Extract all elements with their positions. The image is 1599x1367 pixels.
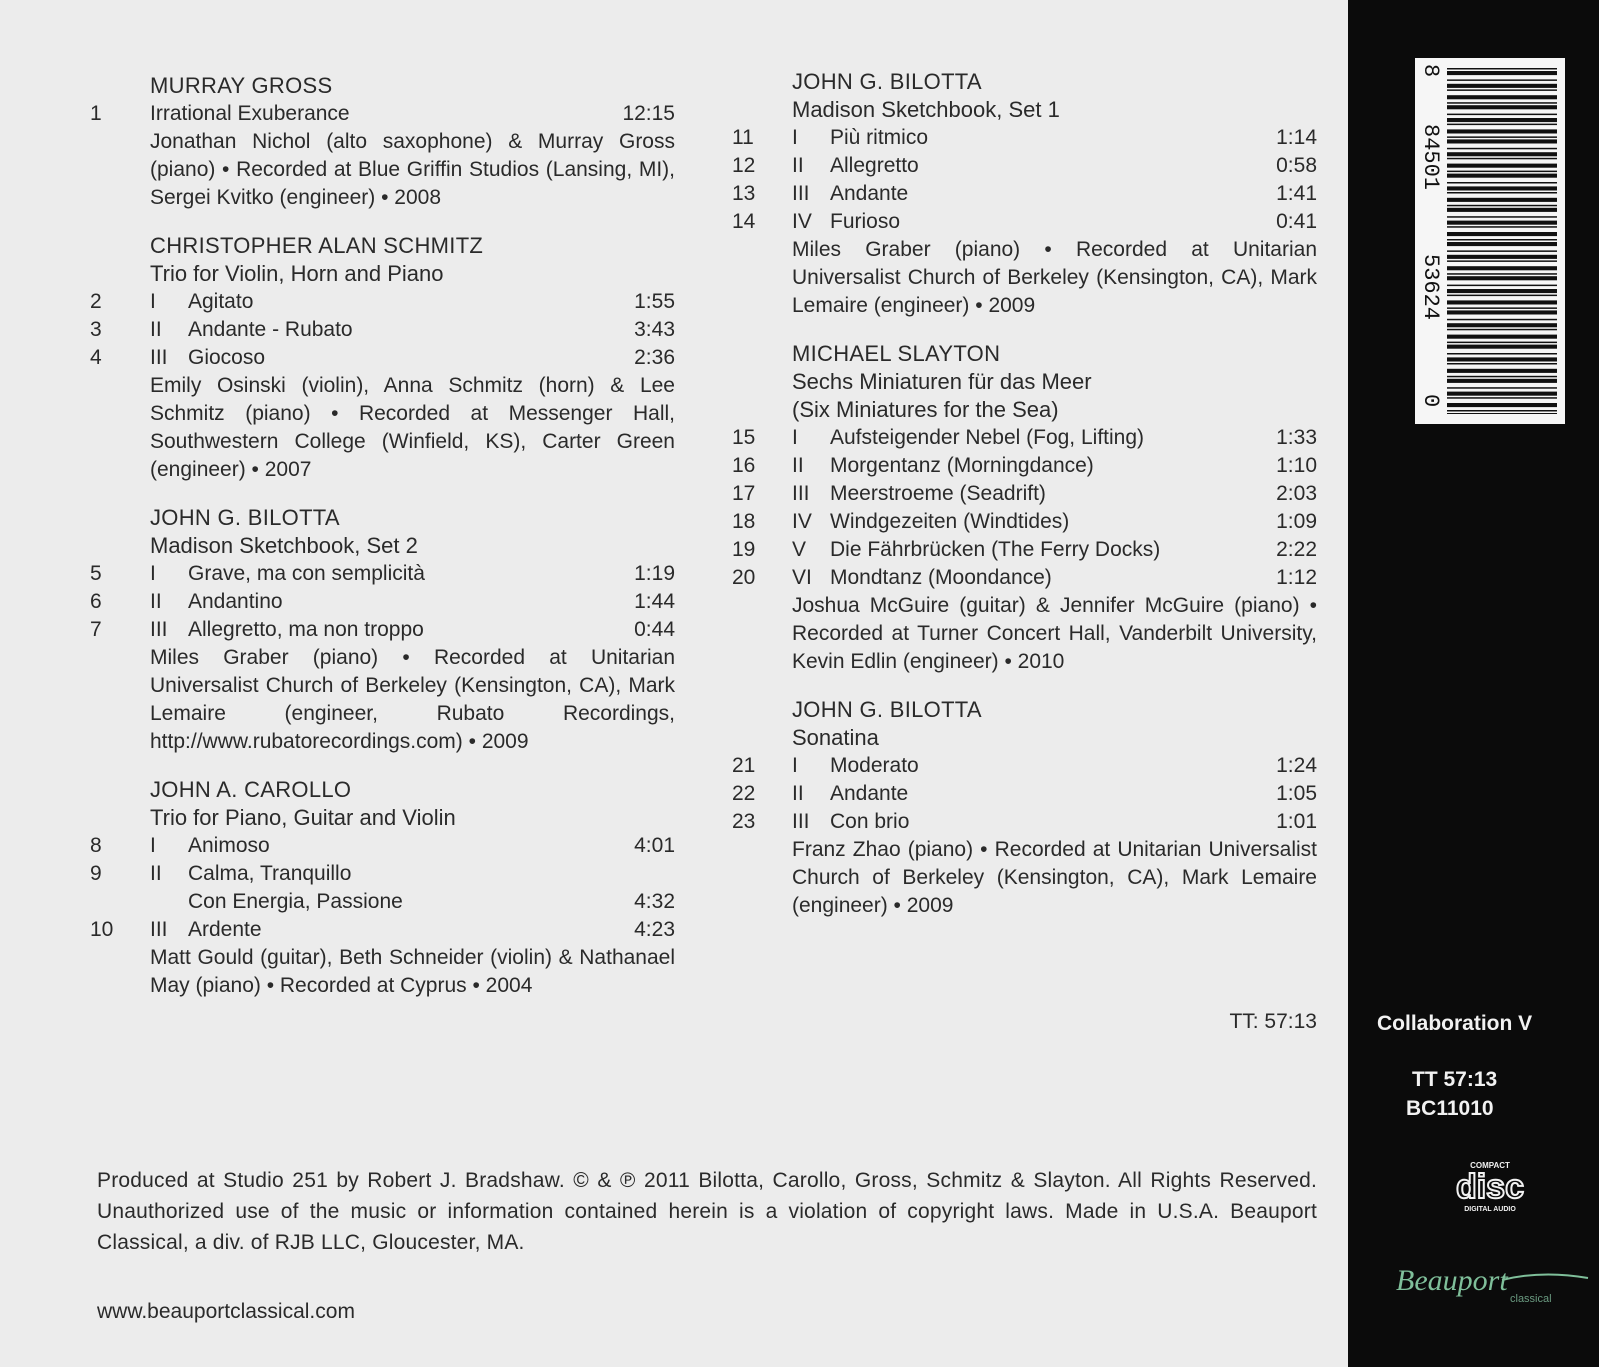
track-duration: 2:36 [634, 346, 675, 369]
track-duration: 1:09 [1276, 510, 1317, 533]
track-number: 20 [732, 566, 756, 589]
track-title: Moderato [830, 754, 919, 777]
barcode-digit-group: 84501 [1418, 124, 1443, 191]
track-title: Mondtanz (Moondance) [830, 566, 1052, 589]
copyright-notice: Produced at Studio 251 by Robert J. Bradshaw. © & ℗ 2011 Bilotta, Carollo, Gross, Schmitz & Slayton. All Rights Reserved. Unauthorized use of the music or information contained herein is a violation of copyright laws. Made in U.S.A. Beauport Classical, a div. of RJB LLC, Gloucester, MA. [97, 1169, 1317, 1254]
catalog-number: BC11010 [1406, 1097, 1494, 1120]
track-duration: 4:32 [634, 890, 675, 913]
work-title: Sechs Miniaturen für das Meer [792, 369, 1092, 394]
track-number: 10 [90, 918, 114, 941]
svg-text:DIGITAL AUDIO: DIGITAL AUDIO [1464, 1206, 1516, 1213]
work-title: Madison Sketchbook, Set 2 [150, 533, 418, 558]
track-number: 15 [732, 426, 756, 449]
composer-name: JOHN G. BILOTTA [792, 69, 982, 94]
track-row [90, 616, 675, 644]
track-row [732, 808, 1317, 836]
barcode [1415, 58, 1565, 424]
track-duration: 1:24 [1276, 754, 1317, 777]
track-title: Agitato [188, 290, 254, 313]
movement-number: II [792, 154, 804, 177]
work-block [90, 232, 675, 484]
svg-text:COMPACT: COMPACT [1470, 1161, 1510, 1170]
track-title: Giocoso [188, 346, 266, 369]
movement-number: II [792, 454, 804, 477]
performer-credits: Jonathan Nichol (alto saxophone) & Murray Gross (piano) • Recorded at Blue Griffin Studios (Lansing, MI), Sergei Kvitko (engineer) • 2008 [150, 130, 675, 209]
track-number: 6 [90, 590, 102, 613]
track-duration: 0:58 [1276, 154, 1317, 177]
track-row [90, 916, 675, 944]
svg-text:classical: classical [1510, 1293, 1552, 1305]
track-row [90, 344, 675, 372]
movement-number: II [150, 318, 162, 341]
performer-credits: Emily Osinski (violin), Anna Schmitz (horn) & Lee Schmitz (piano) • Recorded at Messenger Hall, Southwestern College (Winfield, KS), Carter Green (engineer) • 2007 [150, 374, 675, 481]
movement-number: VI [792, 566, 812, 589]
beauport-logo [1392, 1250, 1592, 1320]
track-duration: 1:55 [634, 290, 675, 313]
track-row [732, 152, 1317, 180]
performer-credits: Miles Graber (piano) • Recorded at Unitarian Universalist Church of Berkeley (Kensington, CA), Mark Lemaire (engineer, Rubato Recordings, http://www.rubatorecordings.com) • 2009 [150, 646, 675, 753]
movement-number: III [150, 918, 168, 941]
track-duration: 4:01 [634, 834, 675, 857]
work-title: Sonatina [792, 725, 879, 750]
performer-credits: Miles Graber (piano) • Recorded at Unitarian Universalist Church of Berkeley (Kensington, CA), Mark Lemaire (engineer) • 2009 [792, 238, 1317, 317]
track-number: 11 [732, 126, 754, 149]
track-duration: 2:22 [1276, 538, 1317, 561]
track-row [90, 560, 675, 588]
track-title: Andante - Rubato [188, 318, 353, 341]
track-title: Con Energia, Passione [188, 890, 403, 913]
composer-name: JOHN A. CAROLLO [150, 777, 352, 802]
track-title: Andantino [188, 590, 283, 613]
track-number: 8 [90, 834, 102, 857]
track-row [732, 536, 1317, 564]
composer-name: MURRAY GROSS [150, 73, 333, 98]
track-title: Ardente [188, 918, 262, 941]
total-time: TT: 57:13 [1229, 1010, 1317, 1033]
track-row [732, 124, 1317, 152]
barcode-bars [1447, 68, 1557, 414]
track-number: 16 [732, 454, 756, 477]
track-duration: 2:03 [1276, 482, 1317, 505]
track-row [90, 588, 675, 616]
track-duration: 1:14 [1276, 126, 1317, 149]
movement-number: I [792, 754, 798, 777]
movement-number: II [150, 862, 162, 885]
barcode-digits [1418, 64, 1445, 414]
track-title: Aufsteigender Nebel (Fog, Lifting) [830, 426, 1145, 449]
track-title: Furioso [830, 210, 901, 233]
composer-name: JOHN G. BILOTTA [792, 697, 982, 722]
track-number: 19 [732, 538, 756, 561]
track-row [90, 888, 675, 916]
barcode-digit-group: 53624 [1418, 254, 1443, 321]
composer-name: MICHAEL SLAYTON [792, 341, 1001, 366]
track-row [732, 452, 1317, 480]
track-row [90, 860, 675, 888]
track-number: 2 [90, 290, 102, 313]
track-duration: 3:43 [634, 318, 675, 341]
work-title: Madison Sketchbook, Set 1 [792, 97, 1060, 122]
track-number: 23 [732, 810, 756, 833]
performer-credits: Franz Zhao (piano) • Recorded at Unitarian Universalist Church of Berkeley (Kensington, CA), Mark Lemaire (engineer) • 2009 [792, 838, 1317, 917]
work-block [90, 72, 675, 212]
track-row [90, 316, 675, 344]
track-number: 13 [732, 182, 756, 205]
tracklist-right-column [732, 68, 1317, 940]
movement-number: III [792, 182, 810, 205]
track-title: Allegretto, ma non troppo [188, 618, 424, 641]
track-row [732, 180, 1317, 208]
track-row [732, 480, 1317, 508]
track-title: Con brio [830, 810, 910, 833]
barcode-digit-group: 8 [1418, 64, 1443, 78]
movement-number: III [792, 482, 810, 505]
compact-disc-logo [1444, 1158, 1536, 1214]
movement-number: I [150, 562, 156, 585]
track-duration: 1:01 [1276, 810, 1317, 833]
track-duration: 1:44 [634, 590, 675, 613]
composer-name: CHRISTOPHER ALAN SCHMITZ [150, 233, 484, 258]
movement-number: V [792, 538, 807, 561]
movement-number: III [150, 618, 168, 641]
track-row [732, 780, 1317, 808]
spine-total-time: TT 57:13 [1412, 1068, 1498, 1091]
track-number: 7 [90, 618, 102, 641]
movement-number: II [792, 782, 804, 805]
movement-number: I [792, 126, 798, 149]
movement-number: IV [792, 210, 812, 233]
track-number: 12 [732, 154, 756, 177]
performer-credits: Matt Gould (guitar), Beth Schneider (violin) & Nathanael May (piano) • Recorded at Cyprus • 2004 [150, 946, 675, 997]
track-duration: 12:15 [622, 102, 675, 125]
work-subtitle: (Six Miniatures for the Sea) [792, 397, 1059, 422]
track-number: 17 [732, 482, 756, 505]
svg-text:disc: disc [1455, 1168, 1525, 1206]
track-row [732, 424, 1317, 452]
track-duration: 1:10 [1276, 454, 1317, 477]
track-number: 22 [732, 782, 756, 805]
track-duration: 1:41 [1276, 182, 1317, 205]
work-block [732, 696, 1317, 920]
track-title: Meerstroeme (Seadrift) [830, 482, 1046, 505]
work-block [90, 504, 675, 756]
track-duration: 1:19 [634, 562, 675, 585]
track-title: Irrational Exuberance [150, 102, 350, 125]
movement-number: I [150, 834, 156, 857]
track-duration: 4:23 [634, 918, 675, 941]
track-row [732, 752, 1317, 780]
track-title: Più ritmico [830, 126, 929, 149]
movement-number: I [792, 426, 798, 449]
track-duration: 0:44 [634, 618, 675, 641]
track-row [90, 832, 675, 860]
movement-number: II [150, 590, 162, 613]
barcode-digit-group: 0 [1418, 394, 1443, 408]
svg-text:Beauport: Beauport [1396, 1264, 1508, 1297]
track-title: Animoso [188, 834, 270, 857]
track-row [732, 564, 1317, 592]
track-duration: 1:12 [1276, 566, 1317, 589]
track-number: 18 [732, 510, 756, 533]
track-number: 14 [732, 210, 756, 233]
track-duration: 1:05 [1276, 782, 1317, 805]
track-row [732, 208, 1317, 236]
track-row [90, 288, 675, 316]
movement-number: IV [792, 510, 812, 533]
work-block [90, 776, 675, 1000]
track-title: Andante [830, 782, 909, 805]
track-row [90, 100, 675, 128]
track-number: 3 [90, 318, 102, 341]
album-title: Collaboration V [1377, 1012, 1533, 1035]
track-row [732, 508, 1317, 536]
tracklist-left-column [90, 72, 675, 1020]
track-duration: 0:41 [1276, 210, 1317, 233]
track-duration: 1:33 [1276, 426, 1317, 449]
movement-number: III [792, 810, 810, 833]
track-title: Morgentanz (Morningdance) [830, 454, 1094, 477]
composer-name: JOHN G. BILOTTA [150, 505, 340, 530]
work-block [732, 340, 1317, 676]
movement-number: III [150, 346, 168, 369]
movement-number: I [150, 290, 156, 313]
track-title: Calma, Tranquillo [188, 862, 352, 885]
work-title: Trio for Violin, Horn and Piano [150, 261, 444, 286]
track-number: 4 [90, 346, 102, 369]
track-title: Windgezeiten (Windtides) [830, 510, 1070, 533]
work-title: Trio for Piano, Guitar and Violin [150, 805, 456, 830]
track-title: Die Fährbrücken (The Ferry Docks) [830, 538, 1161, 561]
work-block [732, 68, 1317, 320]
performer-credits: Joshua McGuire (guitar) & Jennifer McGuire (piano) • Recorded at Turner Concert Hall, Vanderbilt University, Kevin Edlin (engineer) • 2010 [792, 594, 1317, 673]
track-number: 1 [90, 102, 102, 125]
track-title: Andante [830, 182, 909, 205]
track-number: 9 [90, 862, 102, 885]
track-number: 21 [732, 754, 756, 777]
track-number: 5 [90, 562, 102, 585]
track-title: Grave, ma con semplicità [188, 562, 425, 585]
track-title: Allegretto [830, 154, 919, 177]
website-link[interactable]: www.beauportclassical.com [97, 1300, 355, 1323]
